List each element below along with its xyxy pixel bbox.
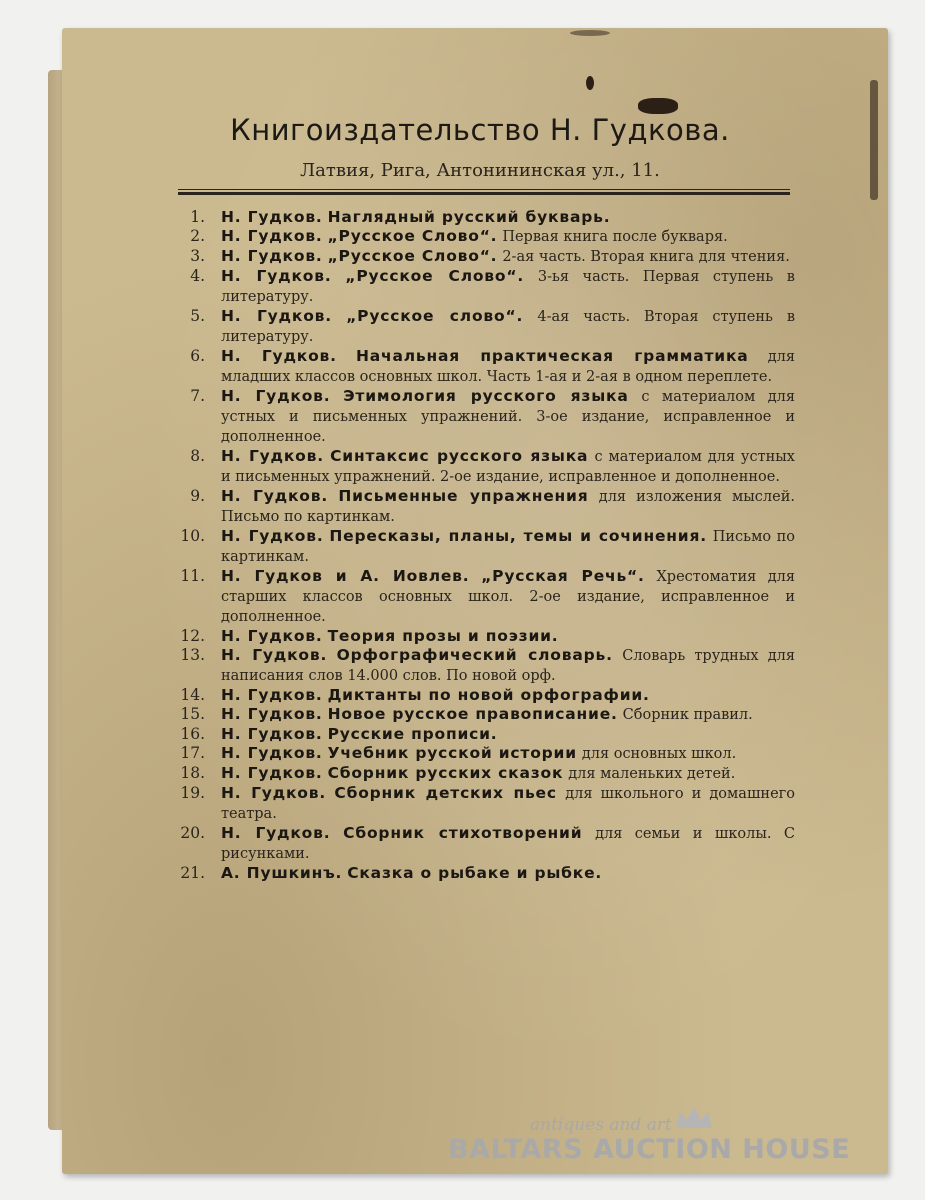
entry-author: Н. Гудков. bbox=[221, 725, 323, 743]
entry-number: 19. bbox=[180, 784, 205, 802]
entry-number: 4. bbox=[190, 267, 205, 285]
entry-title: Сборник русских сказок bbox=[327, 764, 564, 782]
entry-title: „Русская Речь“. bbox=[481, 567, 645, 585]
stain-spot bbox=[870, 80, 878, 200]
entry-number: 12. bbox=[180, 627, 205, 645]
entry-number: 8. bbox=[190, 447, 205, 465]
book-entry bbox=[175, 686, 795, 705]
entry-title: Новое русское правописание. bbox=[327, 705, 618, 723]
entry-description: для младших классов основных школ. Часть 1-ая и 2-ая в одном переплете. bbox=[221, 349, 795, 385]
stain-spot bbox=[586, 76, 594, 90]
entry-author: Н. Гудков. bbox=[221, 764, 323, 782]
entry-title: Наглядный русский букварь. bbox=[327, 208, 611, 226]
entry-description: с материалом для устных и письменных упражнений. 2-ое издание, исправленное и дополненное. bbox=[221, 449, 795, 485]
book-entry bbox=[175, 784, 795, 824]
entry-number: 21. bbox=[180, 864, 205, 882]
entry-title: „Русское Слово“. bbox=[327, 247, 498, 265]
watermark-tagline: antiques and art bbox=[530, 1115, 672, 1135]
book-entry bbox=[175, 347, 795, 387]
entry-author: Н. Гудков. bbox=[221, 247, 323, 265]
entry-number: 6. bbox=[190, 347, 205, 365]
book-entry bbox=[175, 227, 795, 247]
entry-number: 13. bbox=[180, 646, 205, 664]
entry-author: Н. Гудков. bbox=[221, 347, 337, 365]
entry-number: 18. bbox=[180, 764, 205, 782]
entry-author: Н. Гудков. bbox=[221, 487, 329, 505]
entry-description: для семьи и школы. С рисунками. bbox=[221, 826, 795, 862]
entry-number: 5. bbox=[190, 307, 205, 325]
entry-title: Теория прозы и поэзии. bbox=[327, 627, 559, 645]
entry-number: 7. bbox=[190, 387, 205, 405]
entry-author: А. Пушкинъ. bbox=[221, 864, 343, 882]
entry-author: Н. Гудков. bbox=[221, 227, 323, 245]
entry-title: Сборник детских пьес bbox=[334, 784, 557, 802]
book-entry bbox=[175, 487, 795, 527]
entry-number: 16. bbox=[180, 725, 205, 743]
entry-description: для школьного и домашнего театра. bbox=[221, 786, 796, 822]
book-entry bbox=[175, 307, 795, 347]
header-divider bbox=[178, 189, 790, 195]
crown-icon bbox=[674, 1104, 714, 1130]
entry-author: Н. Гудков. bbox=[221, 705, 323, 723]
book-entry bbox=[175, 208, 795, 227]
entry-description: 4-ая часть. Вторая ступень в литературу. bbox=[221, 309, 795, 345]
entry-number: 14. bbox=[180, 686, 205, 704]
entry-number: 15. bbox=[180, 705, 205, 723]
entry-number: 1. bbox=[190, 208, 205, 226]
entry-title: Начальная практическая грамматика bbox=[355, 347, 749, 365]
entry-title: Пересказы, планы, темы и сочинения. bbox=[329, 527, 707, 545]
entry-description: Первая книга после букваря. bbox=[502, 229, 728, 245]
entry-author: Н. Гудков. bbox=[221, 387, 331, 405]
entry-title: Диктанты по новой орфографии. bbox=[327, 686, 650, 704]
entry-number: 2. bbox=[190, 227, 205, 245]
entry-description: 2-ая часть. Вторая книга для чтения. bbox=[502, 249, 790, 265]
book-entry bbox=[175, 267, 795, 307]
book-entry bbox=[175, 447, 795, 487]
entry-description: для маленьких детей. bbox=[568, 766, 736, 782]
watermark-name: BALTARS AUCTION HOUSE bbox=[448, 1134, 851, 1165]
entry-author: Н. Гудков. bbox=[221, 744, 323, 762]
book-entry bbox=[175, 864, 795, 883]
stain-spot bbox=[570, 30, 610, 36]
entry-author: Н. Гудков. bbox=[221, 527, 324, 545]
entry-number: 10. bbox=[180, 527, 205, 545]
book-entry bbox=[175, 646, 795, 686]
book-entry bbox=[175, 387, 795, 447]
book-entry bbox=[175, 527, 795, 567]
entry-author: Н. Гудков. bbox=[221, 447, 324, 465]
entry-description: с материалом для устных и письменных упражнений. 3-ое издание, исправленное и дополненное. bbox=[221, 389, 795, 445]
entry-description: Письмо по картинкам. bbox=[221, 529, 795, 565]
stain-spot bbox=[638, 98, 678, 114]
entry-author: Н. Гудков. bbox=[221, 208, 323, 226]
book-entry bbox=[175, 725, 795, 744]
book-entry bbox=[175, 744, 795, 764]
entry-title: Сказка о рыбаке и рыбке. bbox=[347, 864, 603, 882]
book-entry bbox=[175, 627, 795, 646]
book-entry bbox=[175, 764, 795, 784]
entry-author: Н. Гудков. bbox=[221, 784, 327, 802]
entry-description: Словарь трудных для написания слов 14.000 слов. По новой орф. bbox=[221, 648, 795, 684]
entry-author: Н. Гудков. bbox=[221, 824, 331, 842]
entry-title: Письменные упражнения bbox=[338, 487, 589, 505]
book-entry bbox=[175, 247, 795, 267]
entry-description: Сборник правил. bbox=[622, 707, 753, 723]
book-entry bbox=[175, 824, 795, 864]
book-entry bbox=[175, 705, 795, 725]
entry-author: Н. Гудков и А. Иовлев. bbox=[221, 567, 470, 585]
entry-description: для изложения мыслей. Письмо по картинкам. bbox=[221, 489, 795, 525]
entry-author: Н. Гудков. bbox=[221, 646, 328, 664]
entry-number: 20. bbox=[180, 824, 205, 842]
entry-description: Хрестоматия для старших классов основных школ. 2-ое издание, исправленное и дополненное. bbox=[221, 569, 795, 625]
entry-title: Русские прописи. bbox=[327, 725, 498, 743]
entry-description: для основных школ. bbox=[581, 746, 737, 762]
book-entry bbox=[175, 567, 795, 627]
entry-title: Синтаксис русского языка bbox=[330, 447, 589, 465]
entry-title: „Русское Слово“. bbox=[345, 267, 525, 285]
entry-title: „Русское слово“. bbox=[346, 307, 524, 325]
entry-title: Орфографический словарь. bbox=[336, 646, 613, 664]
book-list bbox=[175, 208, 795, 883]
entry-title: „Русское Слово“. bbox=[327, 227, 498, 245]
entry-number: 9. bbox=[190, 487, 205, 505]
entry-author: Н. Гудков. bbox=[221, 267, 332, 285]
entry-title: Сборник стихотворений bbox=[343, 824, 583, 842]
entry-description: 3-ья часть. Первая ступень в литературу. bbox=[221, 269, 795, 305]
entry-author: Н. Гудков. bbox=[221, 307, 332, 325]
entry-number: 17. bbox=[180, 744, 205, 762]
entry-number: 3. bbox=[190, 247, 205, 265]
entry-number: 11. bbox=[180, 567, 205, 585]
entry-author: Н. Гудков. bbox=[221, 686, 323, 704]
entry-title: Этимология русского языка bbox=[343, 387, 629, 405]
publisher-address: Латвия, Рига, Антонининская ул., 11. bbox=[300, 160, 660, 181]
entry-title: Учебник русской истории bbox=[327, 744, 577, 762]
entry-author: Н. Гудков. bbox=[221, 627, 323, 645]
publisher-title: Книгоиздательство Н. Гудкова. bbox=[230, 113, 730, 147]
